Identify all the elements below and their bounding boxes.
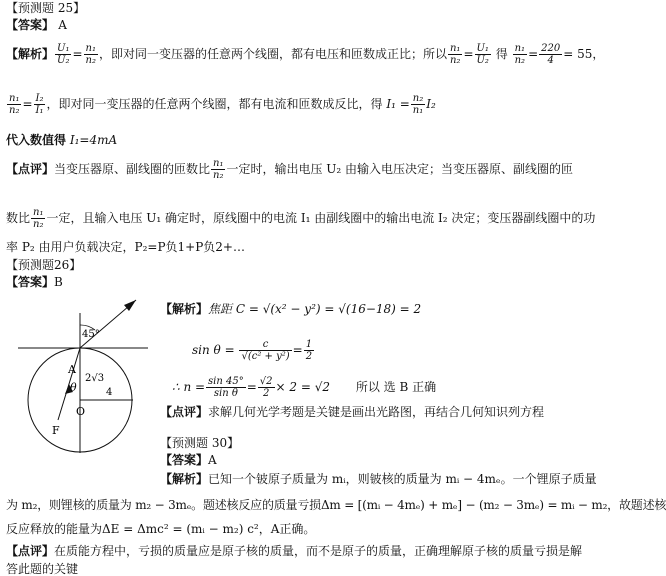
q30-comment-cut: 答此题的关键 xyxy=(6,562,79,576)
q30-answer: A xyxy=(208,453,217,467)
q25-answer: A xyxy=(58,18,67,32)
q30-analysis-line3: 反应释放的能量为ΔE = Δmc² = (mᵢ − m₂) c²，A正确。 xyxy=(6,522,316,536)
q26-title: 【预测题26】 xyxy=(6,258,82,272)
q25-comment-line3: 率 P₂ 由用户负载决定，P₂=P负1+P负2+… xyxy=(6,240,245,254)
q30-analysis-line2: 为 m₂，则锂核的质量为 m₂ − 3mₑ。题述核反应的质量亏损Δm = [(mᵢ − 4mₑ) + mₑ] − (m₂ − 3mₑ) = mᵢ − m₂，故题述核 xyxy=(6,498,666,512)
fraction-u1-u2: $\frac{\text{U₁}}{\text{U₂}}$ xyxy=(57,43,70,66)
q25-analysis-line2: $\frac{\text{n₁}}{\text{n₂}}$ = $\frac{\text{I₂}}{\text{I₁}}$ ，即对同一变压器的任意两个线圈，都有电流和匝数成反比，得 I₁ = $\frac{\text{n₂}}{\text{n₁}}$ I₂ xyxy=(9,93,436,116)
point-f-label: F xyxy=(52,424,60,437)
length-4-label: 4 xyxy=(106,387,113,398)
q26-conclusion: 所以 选 B 正确 xyxy=(355,380,437,394)
q26-sin-theta: sin θ = $\frac{c}{\text{√(c² + y²)}}$ = $\frac{1}{2}$ xyxy=(192,339,313,362)
q25-title: 【预测题 25】 xyxy=(6,1,86,15)
q30-analysis-line1: 【解析】已知一个铍原子质量为 mᵢ，则铍核的质量为 mᵢ − 4mₑ。一个锂原子质量 xyxy=(160,472,597,486)
q25-analysis-line1: 【解析】 $\frac{\text{U₁}}{\text{U₂}}$ = $\frac{\text{n₁}}{\text{n₂}}$ ，即对同一变压器的任意两个线圈，都有电压和匝数成正比；所以 $\frac{\text{n₁}}{\text{n₂}}$ = $\frac{\text{U₁}}{\text{U₂}}$ 得 $\frac{\text{n₁}}{\text{n₂}}$ = $\frac{220}{4}$ = 55， xyxy=(6,43,605,66)
theta-label: θ xyxy=(70,381,77,394)
length-2r3-label: 2√3 xyxy=(85,373,105,384)
fraction-n1-n2: $\frac{\text{n₁}}{\text{n₂}}$ xyxy=(85,43,96,66)
q30-title: 【预测题 30】 xyxy=(160,436,240,450)
angle-45-label: 45° xyxy=(82,329,100,340)
optics-diagram xyxy=(18,295,158,465)
q26-answer: B xyxy=(54,275,63,289)
q26-comment: 【点评】求解几何光学考题是关键是画出光路图，再结合几何知识列方程 xyxy=(160,405,545,419)
q26-n-calc: ∴ n = $\frac{\sin 45^\circ}{\text{sin θ}}$ = $\frac{√2}{2}$ × 2 = √2 所以 选 B 正确 xyxy=(172,376,437,399)
point-o-label: O xyxy=(76,405,86,418)
q25-comment-line1: 【点评】当变压器原、副线圈的匝数比 $\frac{\text{n₁}}{\text{n₂}}$ 一定时，输出电压 U₂ 由输入电压决定；当变压器原、副线圈的匝 xyxy=(6,158,574,181)
q30-comment: 【点评】在质能方程中，亏损的质量应是原子核的质量，而不是原子的质量，正确理解原子核的质量亏损是解 xyxy=(6,544,583,558)
q25-comment-line2: 数比 $\frac{\text{n₁}}{\text{n₂}}$ 一定，且输入电压 U₁ 确定时，原线圈中的电流 I₁ 由副线圈中的输出电流 I₂ 决定；变压器副线圈中的功 xyxy=(6,207,596,230)
q25-answer-label: 【答案】 A xyxy=(6,18,67,32)
q26-analysis-focal: 【解析】焦距 C = √(x² − y²) = √(16−18) = 2 xyxy=(160,302,422,316)
q25-substitute: 代入数值得 I₁=4mA xyxy=(6,133,118,147)
q26-answer-label: 【答案】B xyxy=(6,275,63,289)
q30-answer-label: 【答案】A xyxy=(160,453,217,467)
point-a-label: A xyxy=(68,363,76,376)
